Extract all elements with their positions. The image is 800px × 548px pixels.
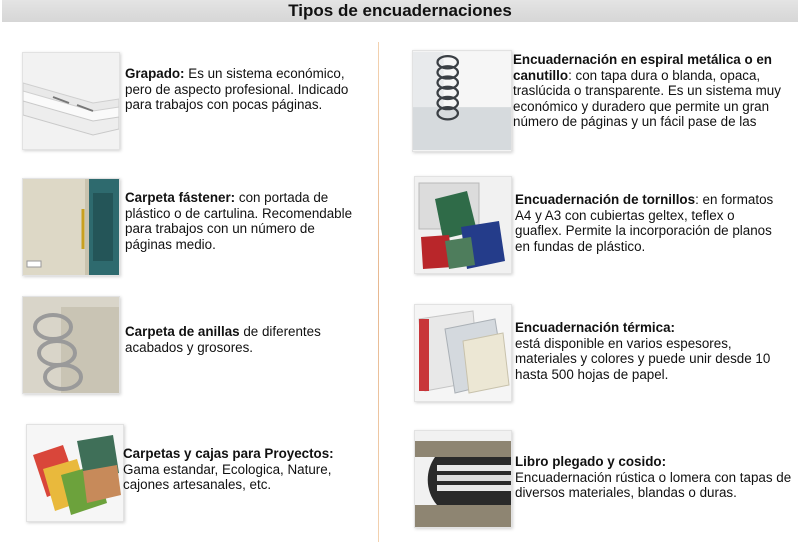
page-title: Tipos de encuadernaciones (2, 0, 798, 22)
metal-spiral-title: Encuadernación en espiral metálica o en canutillo (513, 52, 772, 83)
metal-spiral-desc: : con tapa dura o blanda, opaca, traslúcida o transparente. Es un sistema muy económico y duradero que permite un gran número de páginas y un fácil pase de las (513, 67, 781, 129)
thermal-binding-icon (414, 304, 512, 402)
sewn-book-icon (414, 430, 512, 528)
stapled-desc: Es un sistema económico, pero de aspecto profesional. Indicado para trabajos con pocas páginas. (125, 66, 349, 112)
fastener-desc: con portada de plástico o de cartulina. Recomendable para trabajos con un número de páginas medio. (125, 190, 353, 252)
sewn-book-title: Libro plegado y cosido: (515, 454, 667, 469)
stapled-pages-icon (22, 52, 120, 150)
ring-binder-text (125, 324, 355, 355)
fastener-text (125, 190, 355, 252)
metal-spiral-text (513, 52, 783, 130)
project-boxes-icon (26, 424, 124, 522)
screw-title: Encuadernación de tornillos (515, 192, 696, 207)
fastener-folder-icon (22, 178, 120, 276)
thermal-desc: está disponible en varios espesores, materiales y colores y puede unir desde 10 hasta 500 hojas de papel. (515, 335, 771, 382)
ring-binder-title: Carpeta de anillas (125, 324, 240, 339)
project-boxes-desc: Gama estandar, Ecologica, Nature, cajones artesanales, etc. (123, 461, 332, 492)
column-divider (378, 42, 379, 542)
ring-binder-icon (22, 296, 120, 394)
screw-binding-icon (414, 176, 512, 274)
thermal-text (515, 320, 785, 382)
screw-desc: : en formatos A4 y A3 con cubiertas geltex, teflex o guaflex. Permite la incorporación de planos en fundas de plástico. (515, 192, 774, 254)
stapled-text (125, 66, 375, 113)
stapled-title: Grapado: (125, 66, 185, 81)
thermal-title: Encuadernación térmica: (515, 320, 675, 335)
metal-spiral-icon (412, 50, 512, 152)
project-boxes-title: Carpetas y cajas para Proyectos: (123, 446, 334, 461)
fastener-title: Carpeta fástener: (125, 190, 236, 205)
sewn-book-desc: Encuadernación rústica o lomera con tapas de diversos materiales, blandas o duras. (515, 469, 792, 500)
screw-text (515, 192, 785, 254)
project-boxes-text (123, 446, 368, 493)
ring-binder-desc: de diferentes acabados y grosores. (125, 324, 321, 355)
sewn-book-text (515, 454, 795, 501)
